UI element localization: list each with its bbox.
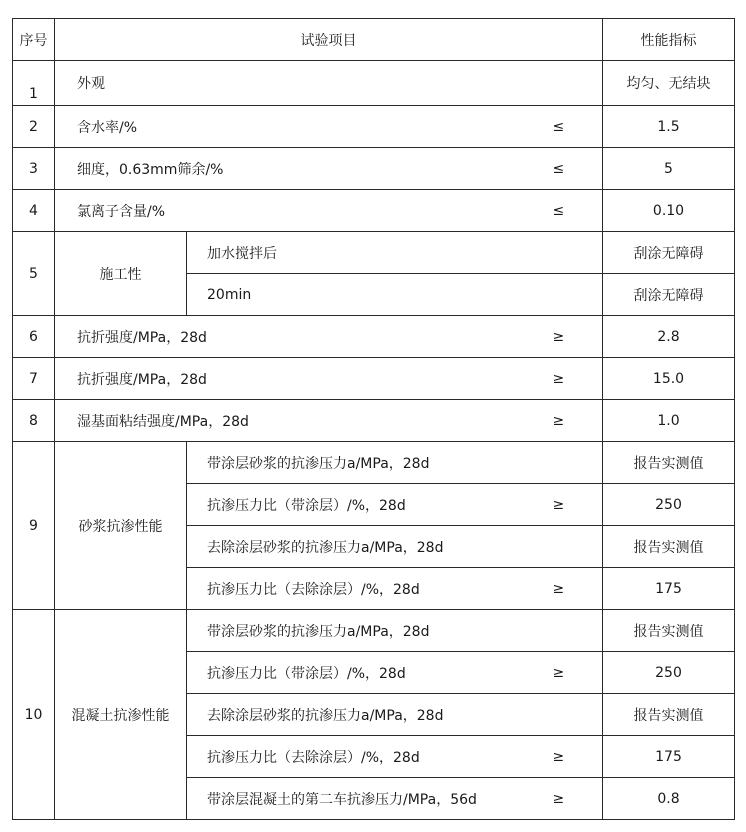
table-row bbox=[13, 106, 735, 148]
row-symbol: ≥ bbox=[539, 736, 603, 778]
row-symbol bbox=[539, 610, 603, 652]
row-symbol: ≥ bbox=[539, 358, 603, 400]
row-spec: 刮涂无障碍 bbox=[603, 274, 735, 316]
row-no: 10 bbox=[13, 610, 55, 820]
table-row bbox=[13, 148, 735, 190]
row-symbol: ≥ bbox=[539, 316, 603, 358]
row-symbol: ≥ bbox=[539, 484, 603, 526]
table-header-row bbox=[13, 19, 735, 61]
row-no: 1 bbox=[13, 61, 55, 106]
row-symbol bbox=[539, 526, 603, 568]
row-item: 含水率/% bbox=[55, 106, 539, 148]
table-row bbox=[13, 358, 735, 400]
sub-item: 带涂层砂浆的抗渗压力a/MPa，28d bbox=[187, 442, 539, 484]
row-symbol: ≥ bbox=[539, 652, 603, 694]
row-no: 4 bbox=[13, 190, 55, 232]
row-spec: 15.0 bbox=[603, 358, 735, 400]
row-no: 6 bbox=[13, 316, 55, 358]
sub-item: 去除涂层砂浆的抗渗压力a/MPa，28d bbox=[187, 526, 539, 568]
row-spec: 5 bbox=[603, 148, 735, 190]
table-row bbox=[13, 610, 735, 652]
group-label: 砂浆抗渗性能 bbox=[55, 442, 187, 610]
header-item: 试验项目 bbox=[55, 19, 603, 61]
row-spec: 250 bbox=[603, 484, 735, 526]
row-symbol bbox=[539, 694, 603, 736]
row-symbol: ≤ bbox=[539, 106, 603, 148]
row-spec: 报告实测值 bbox=[603, 442, 735, 484]
sub-item: 去除涂层砂浆的抗渗压力a/MPa，28d bbox=[187, 694, 539, 736]
row-symbol: ≤ bbox=[539, 148, 603, 190]
table-row bbox=[13, 232, 735, 274]
group-label: 施工性 bbox=[55, 232, 187, 316]
row-symbol: ≥ bbox=[539, 568, 603, 610]
row-item: 抗折强度/MPa，28d bbox=[55, 316, 539, 358]
row-spec: 0.8 bbox=[603, 778, 735, 820]
header-spec: 性能指标 bbox=[603, 19, 735, 61]
row-spec: 报告实测值 bbox=[603, 526, 735, 568]
sub-item: 带涂层砂浆的抗渗压力a/MPa，28d bbox=[187, 610, 539, 652]
sub-item: 抗渗压力比（去除涂层）/%，28d bbox=[187, 568, 539, 610]
row-no: 7 bbox=[13, 358, 55, 400]
group-label: 混凝土抗渗性能 bbox=[55, 610, 187, 820]
row-spec: 0.10 bbox=[603, 190, 735, 232]
row-symbol: ≤ bbox=[539, 190, 603, 232]
table-row bbox=[13, 61, 735, 106]
row-spec: 1.5 bbox=[603, 106, 735, 148]
row-spec: 175 bbox=[603, 736, 735, 778]
row-symbol: ≥ bbox=[539, 400, 603, 442]
row-item: 抗折强度/MPa，28d bbox=[55, 358, 539, 400]
spec-table bbox=[12, 18, 735, 820]
row-item: 湿基面粘结强度/MPa，28d bbox=[55, 400, 539, 442]
row-item: 外观 bbox=[55, 61, 603, 106]
row-spec: 2.8 bbox=[603, 316, 735, 358]
table-row bbox=[13, 190, 735, 232]
row-no: 2 bbox=[13, 106, 55, 148]
sub-item: 20min bbox=[187, 274, 603, 316]
row-spec: 250 bbox=[603, 652, 735, 694]
row-no: 8 bbox=[13, 400, 55, 442]
header-no: 序号 bbox=[13, 19, 55, 61]
table-row bbox=[13, 442, 735, 484]
row-item: 氯离子含量/% bbox=[55, 190, 539, 232]
row-spec: 均匀、无结块 bbox=[603, 61, 735, 106]
row-spec: 报告实测值 bbox=[603, 610, 735, 652]
row-spec: 刮涂无障碍 bbox=[603, 232, 735, 274]
sub-item: 抗渗压力比（带涂层）/%，28d bbox=[187, 484, 539, 526]
sub-item: 加水搅拌后 bbox=[187, 232, 603, 274]
table-row bbox=[13, 400, 735, 442]
row-spec: 175 bbox=[603, 568, 735, 610]
row-symbol: ≥ bbox=[539, 778, 603, 820]
row-spec: 1.0 bbox=[603, 400, 735, 442]
sub-item: 抗渗压力比（去除涂层）/%，28d bbox=[187, 736, 539, 778]
row-no: 9 bbox=[13, 442, 55, 610]
sub-item: 带涂层混凝土的第二车抗渗压力/MPa，56d bbox=[187, 778, 539, 820]
row-spec: 报告实测值 bbox=[603, 694, 735, 736]
row-symbol bbox=[539, 442, 603, 484]
row-item: 细度，0.63mm筛余/% bbox=[55, 148, 539, 190]
row-no: 3 bbox=[13, 148, 55, 190]
row-no: 5 bbox=[13, 232, 55, 316]
sub-item: 抗渗压力比（带涂层）/%，28d bbox=[187, 652, 539, 694]
table-row bbox=[13, 316, 735, 358]
